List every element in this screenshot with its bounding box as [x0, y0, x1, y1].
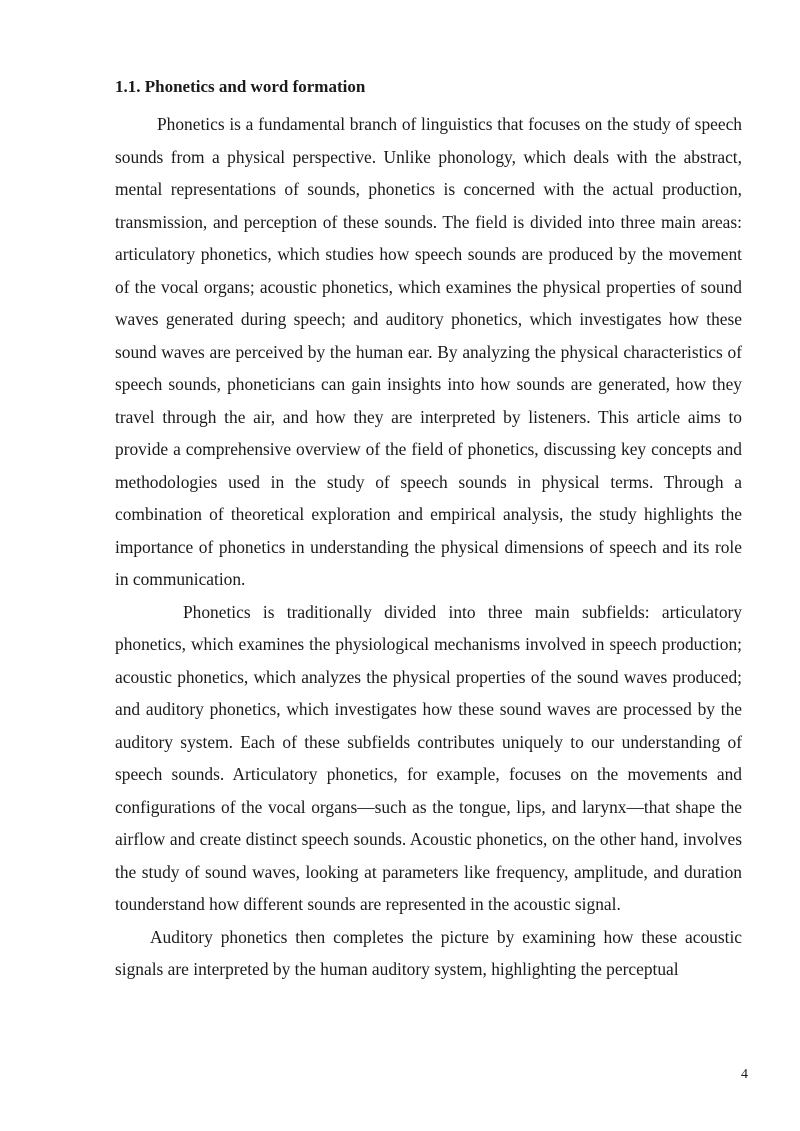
- page-content: [115, 75, 742, 986]
- section-heading: 1.1. Phonetics and word formation: [115, 77, 366, 96]
- paragraph-2: Phonetics is traditionally divided into three main subfields: articulatory phonetics, which examines the physiological mechanisms involved in speech production; acoustic phonetics, which analyzes the physical properties of the sound waves produced; and auditory phonetics, which investigates how these sound waves are processed by the auditory system. Each of these subfields contributes uniquely to our understanding of speech sounds. Articulatory phonetics, for example, focuses on the movements and configurations of the vocal organs—such as the tongue, lips, and larynx—that shape the airflow and create distinct speech sounds. Acoustic phonetics, on the other hand, involves the study of sound waves, looking at parameters like frequency, amplitude, and duration tounderstand how different sounds are represented in the acoustic signal.: [115, 601, 742, 914]
- paragraph-3: Auditory phonetics then completes the picture by examining how these acoustic signals are interpreted by the human auditory system, highlighting the perceptual: [115, 926, 742, 979]
- page-number: 4: [741, 1067, 748, 1082]
- paragraph-1: Phonetics is a fundamental branch of linguistics that focuses on the study of speech sounds from a physical perspective. Unlike phonology, which deals with the abstract, mental representations of sounds, phonetics is concerned with the actual production, transmission, and perception of these sounds. The field is divided into three main areas: articulatory phonetics, which studies how speech sounds are produced by the movement of the vocal organs; acoustic phonetics, which examines the physical properties of sound waves generated during speech; and auditory phonetics, which investigates how these sound waves are perceived by the human ear. By analyzing the physical characteristics of speech sounds, phoneticians can gain insights into how sounds are generated, how they travel through the air, and how they are interpreted by listeners. This article aims to provide a comprehensive overview of the field of phonetics, discussing key concepts and methodologies used in the study of speech sounds in physical terms. Through a combination of theoretical exploration and empirical analysis, the study highlights the importance of phonetics in understanding the physical dimensions of speech and its role in communication.: [115, 114, 742, 589]
